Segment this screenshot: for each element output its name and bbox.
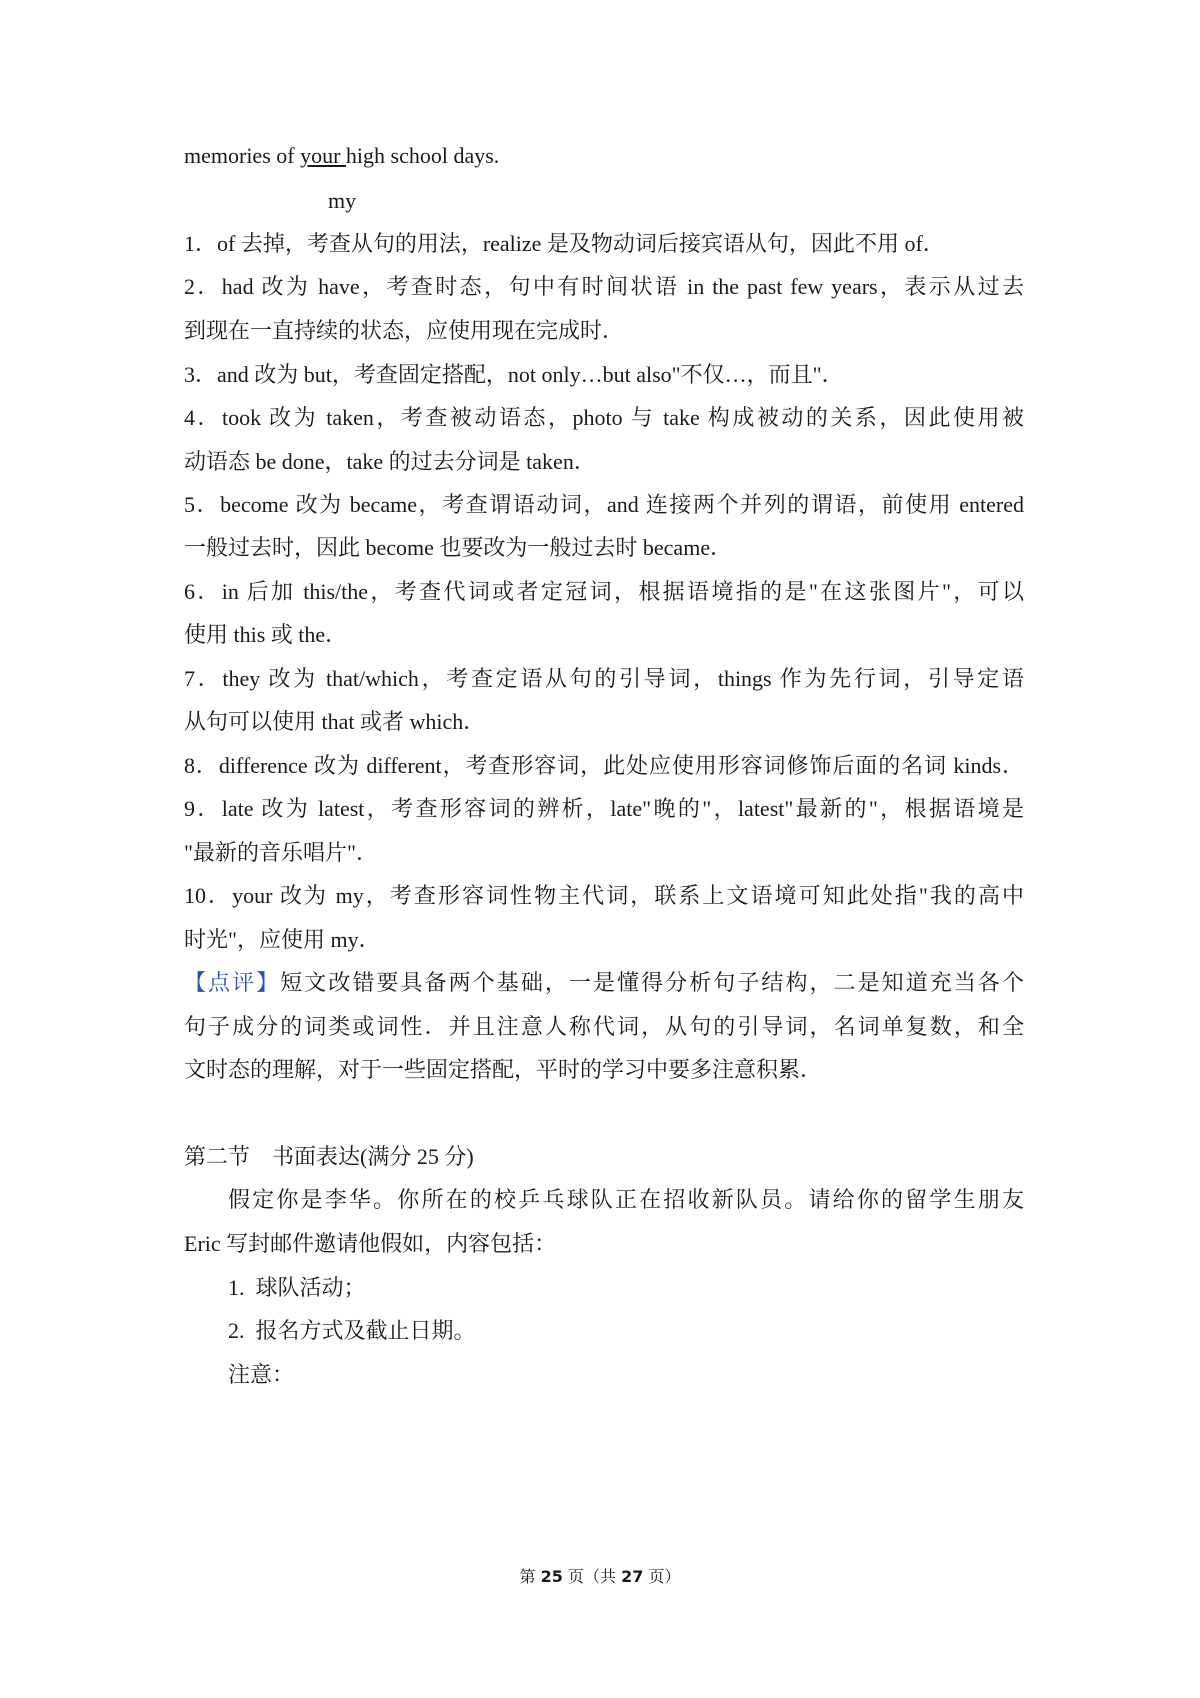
answer-item-6: 6．in 后加 this/the，考查代词或者定冠词，根据语境指的是"在这张图片"，可以 — [184, 579, 1024, 604]
comment-line-2: 句子成分的词类或词性．并且注意人称代词，从句的引导词，名词单复数，和全 — [184, 1014, 1024, 1039]
answer-item-9: 9．late 改为 latest，考查形容词的辨析，late"晚的"，latest"最新的"，根据语境是 — [184, 796, 1024, 821]
prompt-line-2: Eric 写封邮件邀请他假如，内容包括： — [184, 1231, 557, 1256]
answer-item-5: 5．become 改为 became，考查谓语动词，and 连接两个并列的谓语，前使用 entered — [184, 492, 1024, 517]
underlined-word: your — [300, 143, 346, 168]
answer-item-7-cont: 从句可以使用 that 或者 which． — [184, 709, 486, 734]
footer-text: 页（共 — [562, 1567, 622, 1586]
correction-word: my — [328, 188, 357, 213]
answer-item-7: 7．they 改为 that/which，考查定语从句的引导词，things 作为先行词，引导定语 — [184, 666, 1024, 691]
answer-item-6-cont: 使用 this 或 the． — [184, 622, 348, 647]
text-fragment: high school days. — [345, 143, 500, 168]
footer-total-pages: 27 — [621, 1567, 644, 1586]
answer-item-10-cont: 时光"，应使用 my． — [184, 927, 381, 952]
prompt-note: 注意： — [228, 1362, 295, 1387]
answer-item-1: 1．of 去掉，考查从句的用法，realize 是及物动词后接宾语从句，因此不用 of． — [184, 231, 945, 256]
answer-item-3: 3．and 改为 but，考查固定搭配，not only…but also"不仅…，而且"． — [184, 362, 844, 387]
answer-item-10: 10．your 改为 my，考查形容词性物主代词，联系上文语境可知此处指"我的高中 — [184, 883, 1024, 908]
text-fragment: memories of — [184, 143, 301, 168]
comment-line-3: 文时态的理解，对于一些固定搭配，平时的学习中要多注意积累． — [184, 1057, 823, 1082]
answer-item-8: 8．difference 改为 different，考查形容词，此处应使用形容词修饰后面的名词 kinds． — [184, 753, 1024, 778]
comment-text: 短文改错要具备两个基础，一是懂得分析句子结构，二是知道充当各个 — [280, 970, 1024, 995]
section-title: 第二节 书面表达(满分 25 分) — [184, 1144, 474, 1169]
answer-item-2-cont: 到现在一直持续的状态，应使用现在完成时． — [184, 318, 625, 343]
answer-item-2: 2．had 改为 have，考查时态，句中有时间状语 in the past few years，表示从过去 — [184, 274, 1024, 299]
answer-item-4-cont: 动语态 be done，take 的过去分词是 taken． — [184, 449, 596, 474]
prompt-point-1: 1. 球队活动； — [228, 1275, 366, 1300]
comment-tag: 【点评】 — [184, 970, 281, 995]
text-line-memories — [184, 141, 1024, 171]
answer-item-9-cont: "最新的音乐唱片"． — [184, 840, 378, 865]
comment-line-1 — [184, 968, 1024, 998]
prompt-point-2: 2. 报名方式及截止日期。 — [228, 1318, 476, 1343]
answer-item-5-cont: 一般过去时，因此 become 也要改为一般过去时 became． — [184, 535, 733, 560]
prompt-line-1: 假定你是李华。你所在的校乒乓球队正在招收新队员。请给你的留学生朋友 — [228, 1187, 1024, 1212]
footer-page-number: 25 — [540, 1567, 563, 1586]
page-footer — [0, 1564, 1200, 1587]
footer-text: 页） — [643, 1567, 681, 1586]
answer-item-4: 4．took 改为 taken，考查被动语态，photo 与 take 构成被动的关系，因此使用被 — [184, 405, 1024, 430]
footer-text: 第 — [519, 1567, 541, 1586]
